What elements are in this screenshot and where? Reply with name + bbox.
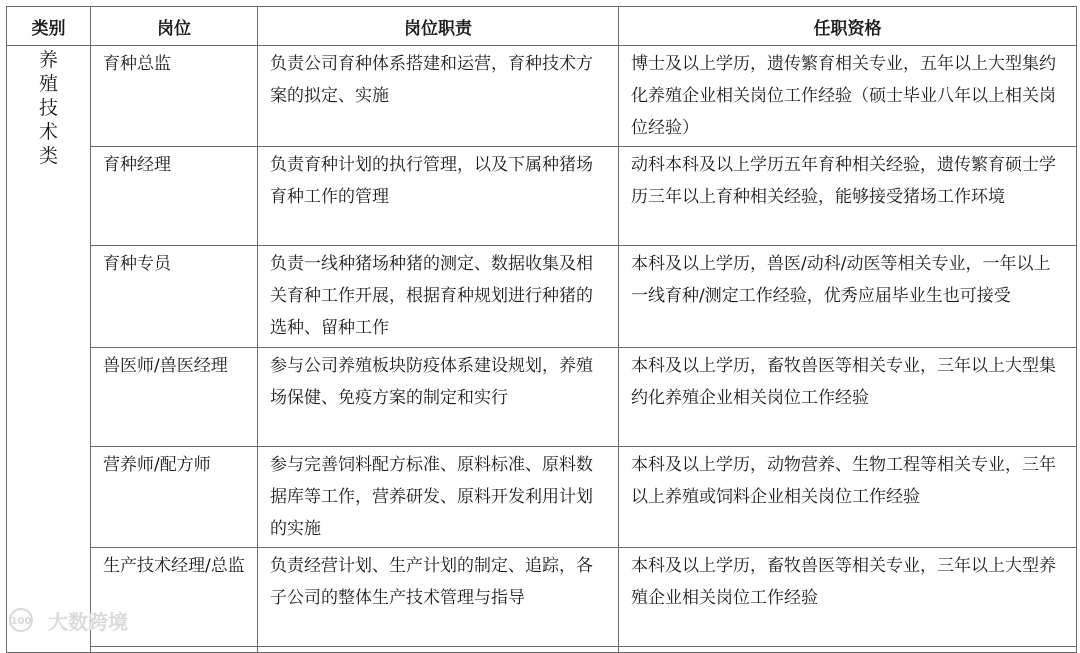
table-row [7, 246, 1077, 348]
table-header-row [7, 7, 1077, 46]
duties-cell: 负责经营计划、生产计划的制定、追踪，各子公司的整体生产技术管理与指导 [258, 548, 619, 647]
position-cell: 育种总监 [91, 46, 258, 147]
table-row [7, 548, 1077, 647]
category-label: 养殖技术类 [38, 49, 58, 167]
qualifications-cell: 本科及以上学历，畜牧兽医等相关专业，三年以上大型养殖企业相关岗位工作经验 [619, 548, 1077, 647]
duties-cell: 负责一线种猪场种猪的测定、数据收集及相关育种工作开展，根据育种规划进行种猪的选种、留种工作 [258, 246, 619, 348]
table-row-empty [7, 647, 1077, 653]
empty-cell [258, 647, 619, 653]
jobs-table [6, 6, 1077, 653]
qualifications-cell: 动科本科及以上学历五年育种相关经验，遗传繁育硕士学历三年以上育种相关经验，能够接受猪场工作环境 [619, 147, 1077, 246]
header-qualifications: 任职资格 [619, 7, 1077, 46]
header-position: 岗位 [91, 7, 258, 46]
duties-cell: 参与公司养殖板块防疫体系建设规划，养殖场保健、免疫方案的制定和实行 [258, 348, 619, 447]
empty-cell [619, 647, 1077, 653]
qualifications-cell: 博士及以上学历，遗传繁育相关专业，五年以上大型集约化养殖企业相关岗位工作经验（硕士毕业八年以上相关岗位经验） [619, 46, 1077, 147]
position-cell: 生产技术经理/总监 [91, 548, 258, 647]
qualifications-cell: 本科及以上学历，兽医/动科/动医等相关专业，一年以上一线育种/测定工作经验，优秀应届毕业生也可接受 [619, 246, 1077, 348]
category-cell [7, 46, 91, 653]
table-row [7, 147, 1077, 246]
position-cell: 兽医师/兽医经理 [91, 348, 258, 447]
duties-cell: 参与完善饲料配方标准、原料标准、原料数据库等工作，营养研发、原料开发利用计划的实施 [258, 447, 619, 548]
watermark-logo-icon [8, 607, 44, 633]
watermark-logo-text: 100 [10, 616, 32, 627]
qualifications-cell: 本科及以上学历，畜牧兽医等相关专业，三年以上大型集约化养殖企业相关岗位工作经验 [619, 348, 1077, 447]
watermark [8, 604, 128, 636]
header-duties: 岗位职责 [258, 7, 619, 46]
header-category: 类别 [7, 7, 91, 46]
position-cell: 育种经理 [91, 147, 258, 246]
duties-cell: 负责育种计划的执行管理，以及下属种猪场育种工作的管理 [258, 147, 619, 246]
watermark-text: 大数跨境 [48, 609, 128, 634]
table-row [7, 46, 1077, 147]
position-cell: 育种专员 [91, 246, 258, 348]
table-row [7, 348, 1077, 447]
table-row [7, 447, 1077, 548]
qualifications-cell: 本科及以上学历，动物营养、生物工程等相关专业，三年以上养殖或饲料企业相关岗位工作经验 [619, 447, 1077, 548]
position-cell: 营养师/配方师 [91, 447, 258, 548]
duties-cell: 负责公司育种体系搭建和运营，育种技术方案的拟定、实施 [258, 46, 619, 147]
empty-cell [91, 647, 258, 653]
